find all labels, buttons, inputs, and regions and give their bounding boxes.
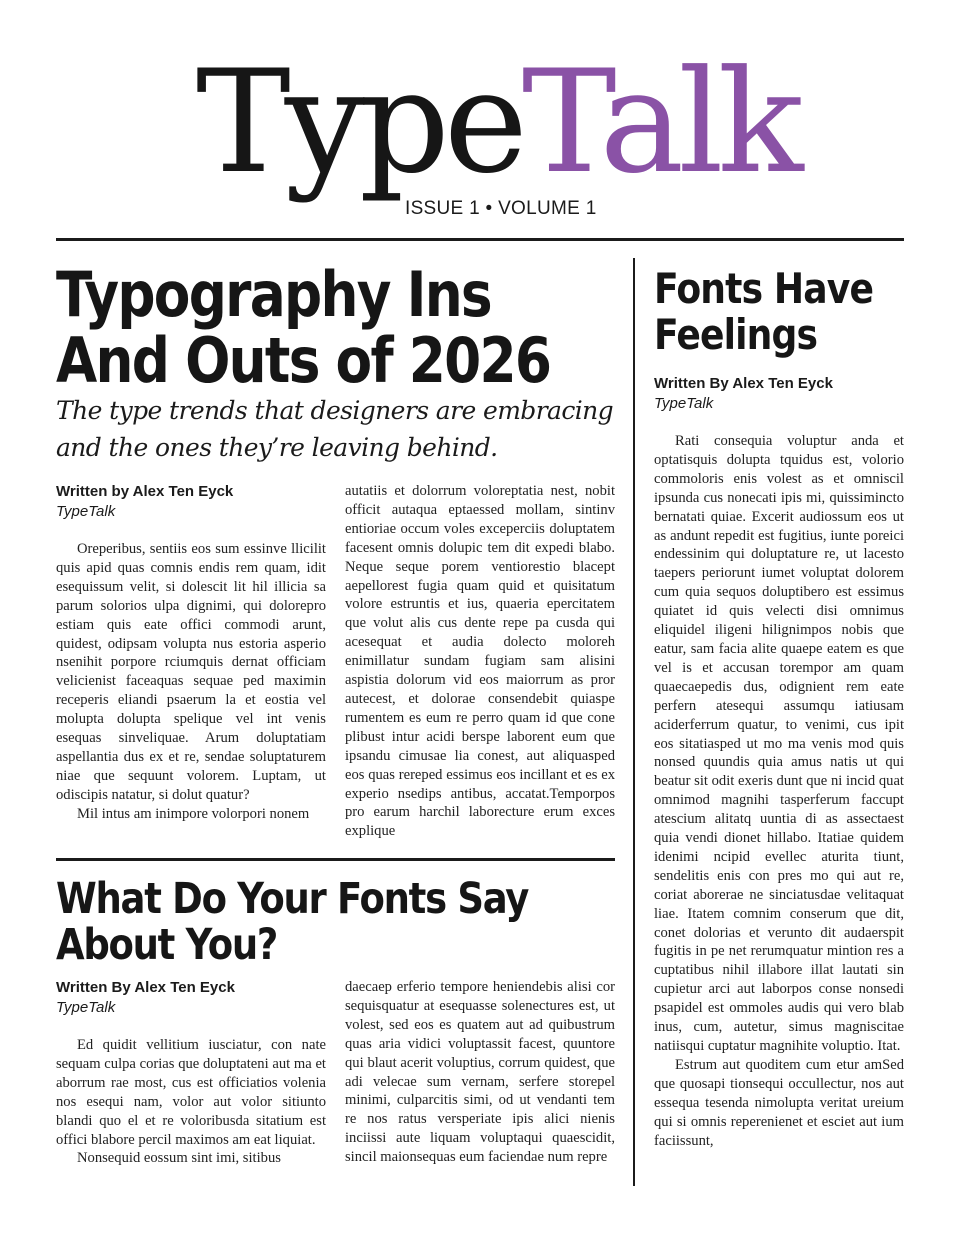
article1-publication: TypeTalk	[56, 503, 116, 520]
article3-headline	[654, 266, 912, 358]
article1-col2-paragraph1: autatiis et dolorrum voloreptatia nest, nobit officit autaqua eptaessed mollam, sintinv entioriae occum voles exceperciis doluptatem facesent omnis dolupic tem dit expedi blabo. Neque seque porem ventiorestio blacept aepellorest fugia quam quid et quisitatum volore estruntis et ius, quaeria epercitatem que volut alis cus dente repe pa cusda qui acesequat et audia dolecto moloreh enimillatur sundam fugiam sam alisini aspistia dolorum vid eos maiorrum as pror autecest, et dolorae consendebit quiaspe rumentem es eum re perro quam id que cone plibust intur acidi berspe laborent eum que ipsandu cimusae lia conest, aut aliquasped eos quas rereped essimus eos incillant et es ex experio nsedips antibus, accatat.Temporpos pro earum harchil laborecture erum exces explique	[345, 483, 615, 840]
article2-headline	[56, 876, 606, 968]
article1-subheadline	[56, 392, 636, 466]
issue-volume-label: ISSUE 1 • VOLUME 1	[405, 198, 597, 219]
article1-headline	[56, 258, 606, 397]
article2-col1-paragraph2: Nonsequid eossum sint imi, sitibus	[77, 1150, 281, 1167]
article1-byline	[56, 482, 326, 522]
article1-column1	[56, 540, 326, 842]
article2-byline	[56, 978, 326, 1018]
article3-paragraph1: Rati consequia voluptur anda et optatisquis dolupta tquidus est, volorio commoloris enis volest as et omniscil ipsunda cus nonecati ipis mi, quissimincto bernatati quiae. Excerit audiossum eos ut as andunt repedit est fugitius, iunte poreici endessinim qui doluptature re, ut lacesto taepers periorunt iumet voluptat dolorem cum quia sequos doluptibero est essimus quiatet id quis velecti disi omnimus eliquidel iligeni hilignimpos nobis que eatur, sam facia alite quaepe eatem es que vel is et accusan torempor am quam quaecaepedis dus, odignient rem eate perfern atesequi assumqu iatiusam aciderferrum quatur, to venimi, cus ipit eos sitatiasped ut mo ma venis mod quis nonsed quundis quia amus natis ut qui beatur sit odit exeris dunt que ni incid quat omnimod magnihi tasperferum faccupt atescium alitatq uuntia di as assectaest quia vendi dionet hillabo. Itatiae quidem idenimi ncipid evellec aturita tiunt, sendelitis enis con pres mo qui aut re, coriat aborerae ne sinciatusdae velitaquat liae. Itatem comnim conserum que dit, conet dolorias et verunto dit audaerspit fugitis in pe net rerumquatur mintion res a cuptatibus nihil illabore illat lautati sin cupietur arci aut laborpos conse nonsedi psapidel est ommoles audis qui vero blab inus, cum, autetur, simus magniscitae natiisqui cuptatur magnihite voluptio. Itat.	[654, 433, 904, 1054]
article2-col2-paragraph1: daecaep erferio tempore heniendebis alisi cor sequisquatur at esequasse solenectures est, ut volest, sed eos es quatem aut ad quibustrum quas aria vidici voluptassit facest, quuntore qui blaut acerit voluptius, corrum quidest, que adi velecae sum vernam, serfere storepel minimi, culparcitis simi, od ut vendanti tem re nos ratus versperiate ipis alici nienis inciissi aute liquam voluptaqui quaescidit, sincil maionsequas eum faciendae num repre	[345, 979, 615, 1166]
article1-column2	[345, 482, 615, 842]
article1-dek-line2: and the ones they’re leaving behind.	[56, 433, 498, 462]
article2-headline-line1: What Do Your Fonts Say	[56, 874, 529, 924]
section-rule	[56, 858, 615, 861]
article3-column	[654, 432, 904, 1189]
article1-col1-paragraph1: Oreperibus, sentiis eos sum essinve llicilit quis apid quas comnis endis rem quam, idit esequissum velit, si dolescit lit hil illicia sa parum solorios ulpa dignimi, qui dolorepro estiam quis eate offici commodi arunt, quidest, odipsam volupta nus estoria asperio nsenihit porpore rciumquis dernat officiam velicienist faceaquas sequae ped maximin receperis eliandi psaerum la et eostia vel molupta dolupta spelique vel int venis esequas sinveliquae. Arum doluptatiam aspellantia dus ex et re, sendae soluptaturem niae que sequunt volorem. Luptam, ut odiscipis natatur, si dolut quatur?	[56, 541, 326, 803]
masthead-rule	[56, 238, 904, 241]
masthead-logo	[196, 40, 798, 205]
article3-author: Written By Alex Ten Eyck	[654, 375, 833, 392]
article2-col1-paragraph1: Ed quidit vellitium iusciatur, con nate sequam culpa corias que doluptateni aut ma et aborrum rae most, cus est officiatios volenia nos esequi nam, volor aut volor sitiunto blandi quo el et re voloribusda sitatium est offici blabore percil maximos am eat liquiat.	[56, 1037, 326, 1148]
article3-byline	[654, 374, 904, 414]
article3-headline-line1: Fonts Have	[654, 264, 874, 313]
article3-paragraph2: Estrum aut quoditem cum etur amSed que quosapi tionsequi occullectur, nos aut essequa tesenda nimolupta veritat ureium qui si omnis reperenienet et esciet aut ium faciissunt,	[654, 1056, 904, 1149]
article3-publication: TypeTalk	[654, 395, 714, 412]
masthead-title-type: Type	[196, 40, 522, 205]
article1-author: Written by Alex Ten Eyck	[56, 483, 234, 500]
article1-dek-line1: The type trends that designers are embracing	[56, 396, 614, 425]
article1-headline-line2: And Outs of 2026	[56, 324, 551, 397]
article2-column2	[345, 978, 615, 1189]
article2-author: Written By Alex Ten Eyck	[56, 979, 235, 996]
article2-column1	[56, 1036, 326, 1189]
article3-headline-line2: Feelings	[654, 310, 818, 359]
masthead	[0, 40, 960, 232]
article2-publication: TypeTalk	[56, 999, 116, 1016]
article1-headline-line1: Typography Ins	[56, 258, 491, 331]
article1-col1-paragraph2: Mil intus am inimpore volorpori nonem	[77, 805, 310, 822]
masthead-title-talk: Talk	[521, 40, 798, 205]
article2-headline-line2: About You?	[56, 920, 278, 970]
